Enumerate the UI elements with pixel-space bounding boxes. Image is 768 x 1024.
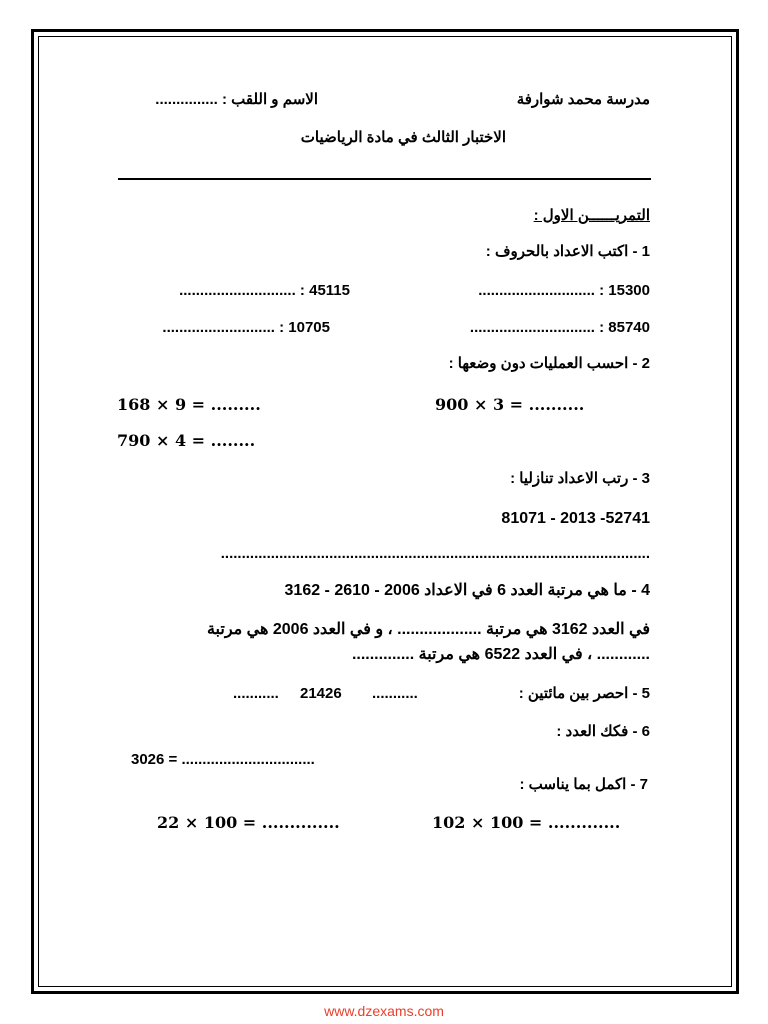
q4-line1[interactable]: في العدد 3162 هي مرتبة ................... ، و في العدد 2006 هي مرتبة [206,621,650,638]
q3-numbers: 81071 - 2013 -52741 [501,510,650,527]
q1-item-10705[interactable]: 10705 : ........................... [162,319,330,336]
exam-title: الاختبار الثالث في مادة الرياضيات [300,129,506,146]
q2-op-168x9[interactable]: 168 × 9 = ......... [117,395,261,414]
q5-number: 21426 [300,685,342,702]
q6-label: 6 - فكك العدد : [556,723,650,740]
q4-label: 4 - ما هي مرتبة العدد 6 في الاعداد 2006 - 2610 - 3162 [284,582,650,599]
q5-label: 5 - احصر بين مائتين : [518,685,650,702]
q1-item-15300[interactable]: 15300 : ............................ [478,282,650,299]
q3-label: 3 - رتب الاعداد تنازليا : [510,470,650,487]
q1-label: 1 - اكتب الاعداد بالحروف : [485,243,650,260]
exercise-heading: التمريــــــن الاول : [533,207,650,224]
student-name-field[interactable]: الاسم و اللقب : ............... [155,91,318,108]
q6-expression[interactable]: 3026 = ................................ [131,751,315,768]
q2-op-790x4[interactable]: 790 × 4 = ........ [117,431,256,450]
q1-item-45115[interactable]: 45115 : ............................ [179,282,350,299]
q7-op-22x100[interactable]: 22 × 100 = .............. [157,813,340,832]
q3-answer-line[interactable]: ....................................................................................................... [220,545,650,562]
header-divider [118,178,651,180]
q5-blank-lower[interactable]: ........... [233,685,279,702]
q7-label: 7 - اكمل بما يناسب : [519,776,648,793]
q2-op-900x3[interactable]: 900 × 3 = .......... [435,395,585,414]
q1-item-85740[interactable]: 85740 : .............................. [469,319,650,336]
q7-op-102x100[interactable]: 102 × 100 = ............. [432,813,621,832]
q2-label: 2 - احسب العمليات دون وضعها : [448,355,650,372]
q4-line2[interactable]: ............ ، في العدد 6522 هي مرتبة .............. [351,646,650,663]
watermark-link[interactable]: www.dzexams.com [324,1003,444,1019]
q5-blank-upper[interactable]: ........... [372,685,418,702]
school-name: مدرسة محمد شوارفة [516,91,650,108]
